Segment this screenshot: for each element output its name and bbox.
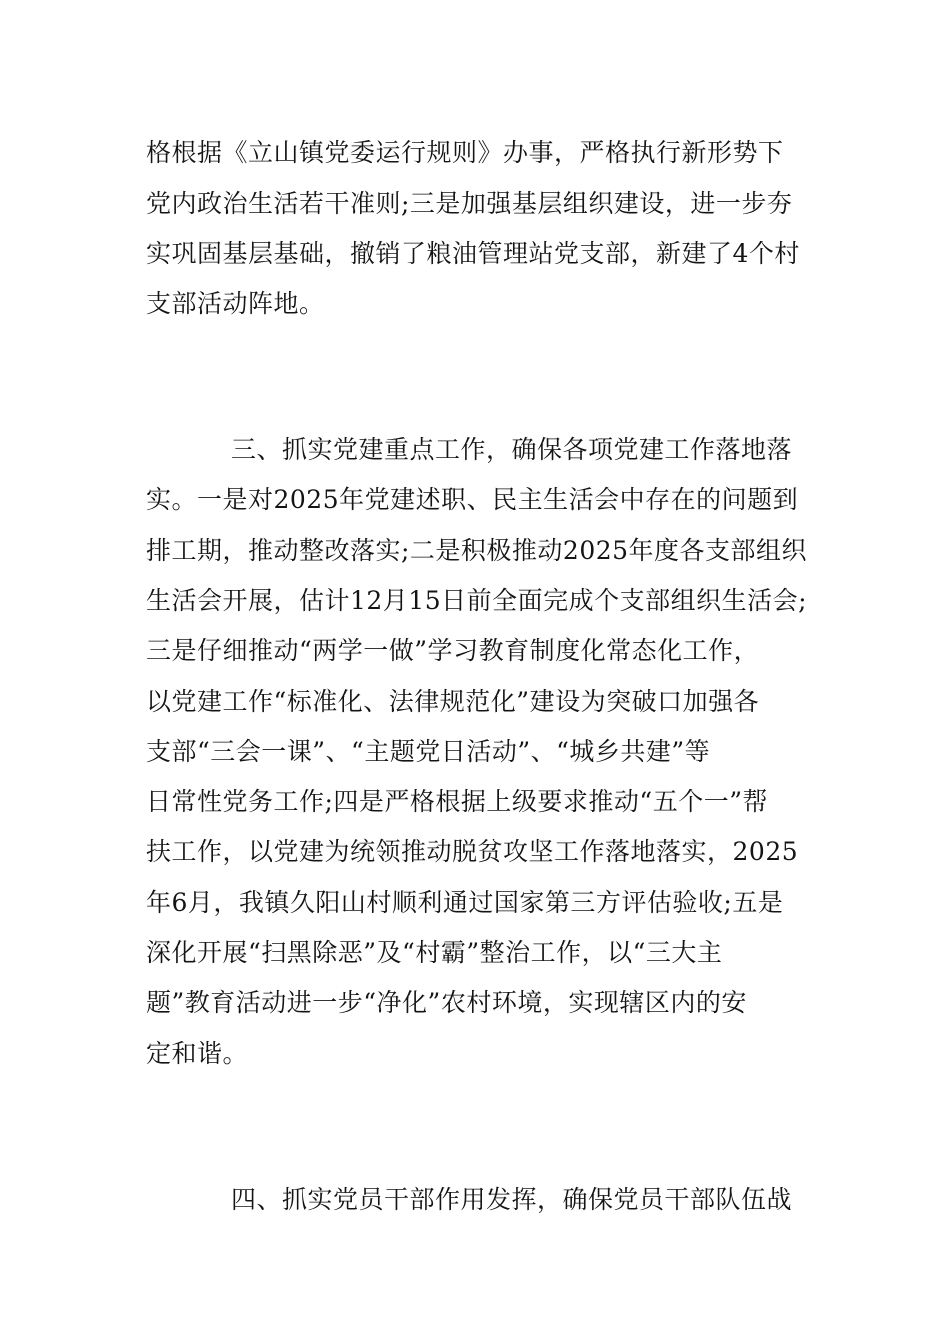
paragraph-2-line-1: 三、抓实党建重点工作，确保各项党建工作落地落: [231, 435, 793, 464]
paragraph-2-line-3: 排工期，推动整改落实;二是积极推动2025年度各支部组织: [146, 536, 808, 565]
paragraph-2-line-7: 支部“三会一课”、“主题党日活动”、“城乡共建”等: [146, 737, 711, 766]
paragraph-2-line-4: 生活会开展，估计12月15日前全面完成个支部组织生活会;: [146, 586, 808, 615]
paragraph-1-line-3: 实巩固基层基础，撤销了粮油管理站党支部，新建了4个村: [146, 239, 800, 268]
paragraph-2-line-2: 实。一是对2025年党建述职、民主生活会中存在的问题到: [146, 485, 799, 514]
paragraph-2-line-6: 以党建工作“标准化、法律规范化”建设为突破口加强各: [146, 687, 760, 716]
paragraph-3-line-1: 四、抓实党员干部作用发挥，确保党员干部队伍战: [231, 1185, 793, 1214]
paragraph-1-line-2: 党内政治生活若干准则;三是加强基层组织建设，进一步夯: [146, 189, 793, 218]
paragraph-2-line-8: 日常性党务工作;四是严格根据上级要求推动“五个一”帮: [146, 787, 768, 816]
paragraph-2-line-11: 深化开展“扫黑除恶”及“村霸”整治工作，以“三大主: [146, 938, 723, 967]
paragraph-2-line-10: 年6月，我镇久阳山村顺利通过国家第三方评估验收;五是: [146, 888, 784, 917]
paragraph-2-line-5: 三是仔细推动“两学一做”学习教育制度化常态化工作，: [146, 636, 760, 665]
paragraph-2-line-9: 扶工作，以党建为统领推动脱贫攻坚工作落地落实，2025: [146, 837, 799, 866]
paragraph-2-line-13: 定和谐。: [146, 1039, 249, 1068]
paragraph-1-line-1: 格根据《立山镇党委运行规则》办事，严格执行新形势下: [146, 138, 784, 167]
paragraph-2-line-12: 题”教育活动进一步“净化”农村环境，实现辖区内的安: [146, 988, 747, 1017]
paragraph-1-line-4: 支部活动阵地。: [146, 289, 325, 318]
